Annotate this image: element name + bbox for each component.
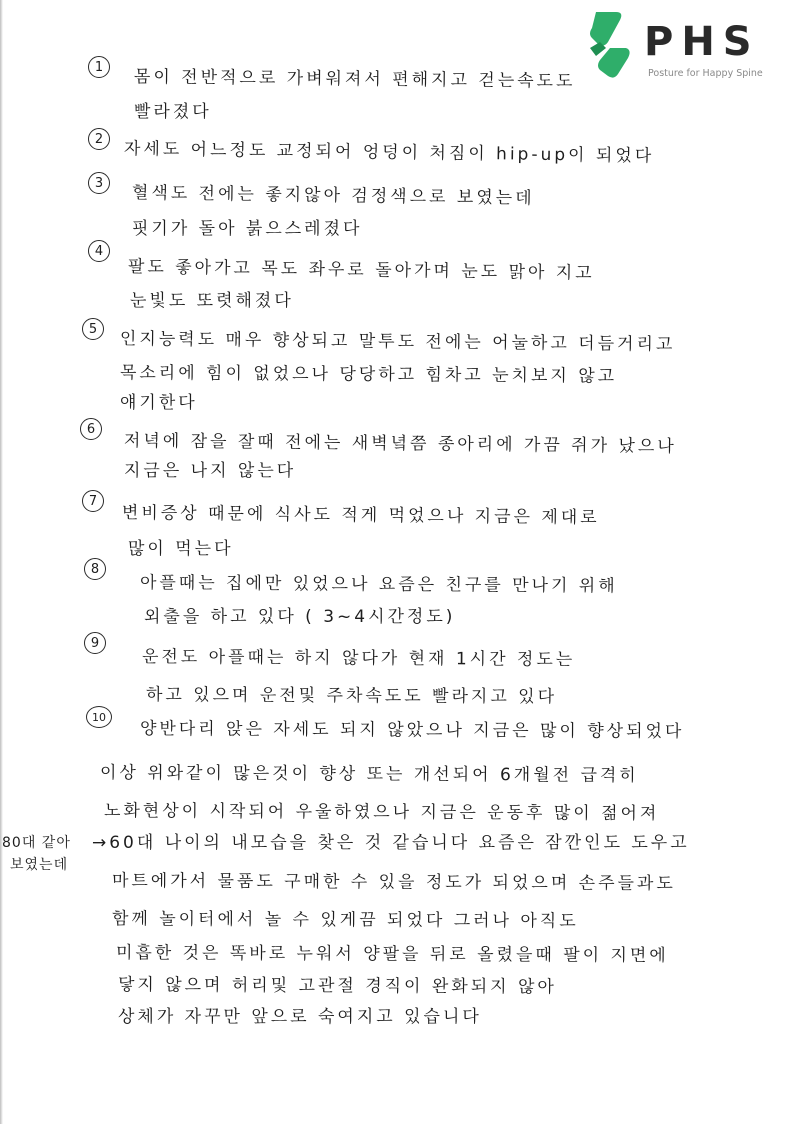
- item-6-line-1: 저녁에 잠을 잘때 전에는 새벽녘쯤 종아리에 가끔 쥐가 났으나: [123, 431, 677, 457]
- item-5-line-3: 얘기한다: [120, 393, 198, 413]
- brand-tagline: Posture for Happy Spine: [648, 68, 763, 79]
- item-4-line-2: 눈빛도 또렷해졌다: [130, 291, 294, 311]
- item-3-line-2: 핏기가 돌아 붉으스레졌다: [132, 219, 363, 239]
- item-number-5: 5: [82, 318, 104, 340]
- item-10-line-1: 양반다리 앉은 자세도 되지 않았으나 지금은 많이 향상되었다: [139, 719, 685, 742]
- item-5-line-1: 인지능력도 매우 향상되고 말투도 전에는 어눌하고 더듬거리고: [119, 329, 676, 355]
- item-number-4: 4: [88, 240, 110, 262]
- summary-line-2: 노화현상이 시작되어 우울하였으나 지금은 운동후 많이 젊어져: [103, 801, 660, 824]
- phs-logo: [586, 8, 786, 88]
- item-6-line-2: 지금은 나지 않는다: [124, 461, 297, 481]
- item-2-line-1: 자세도 어느정도 교정되어 엉덩이 처짐이 hip-up이 되었다: [123, 139, 655, 167]
- item-1-line-2: 빨라졌다: [134, 102, 212, 122]
- item-number-1: 1: [88, 56, 110, 78]
- summary-line-7: 닿지 않으며 허리및 고관절 경직이 완화되지 않아: [117, 975, 557, 998]
- item-8-line-2: 외출을 하고 있다 ( 3~4시간정도): [144, 607, 456, 627]
- summary-line-4: 마트에가서 물품도 구매한 수 있을 정도가 되었으며 손주들과도: [111, 871, 676, 894]
- item-1-line-1: 몸이 전반적으로 가벼워져서 편해지고 걷는속도도: [133, 67, 576, 92]
- brand-name: PHS: [644, 19, 760, 65]
- margin-note-line-2: 보였는데: [10, 857, 69, 873]
- item-number-7: 7: [82, 490, 104, 512]
- item-7-line-1: 변비증상 때문에 식사도 적게 먹었으나 지금은 제대로: [121, 503, 600, 529]
- item-number-9: 9: [84, 632, 106, 654]
- item-number-3: 3: [88, 172, 110, 194]
- item-number-8: 8: [84, 558, 106, 580]
- item-number-6: 6: [80, 418, 102, 440]
- summary-line-8: 상체가 자꾸만 앞으로 숙여지고 있습니다: [118, 1007, 482, 1027]
- summary-line-3: →60대 나이의 내모습을 찾은 것 같습니다 요즘은 잠깐인도 도우고: [92, 833, 690, 853]
- summary-line-6: 미흡한 것은 똑바로 누워서 양팔을 뒤로 올렸을때 팔이 지면에: [115, 943, 669, 966]
- item-8-line-1: 아플때는 집에만 있었으나 요즘은 친구를 만나기 위해: [139, 573, 618, 597]
- page-edge: [0, 0, 3, 1124]
- margin-note-line-1: 80대 같아: [2, 835, 71, 851]
- item-9-line-1: 운전도 아플때는 하지 않다가 현재 1시간 정도는: [141, 647, 576, 671]
- item-5-line-2: 목소리에 힘이 없었으나 당당하고 힘차고 눈치보지 않고: [119, 363, 618, 387]
- item-7-line-2: 많이 먹는다: [128, 539, 234, 559]
- item-3-line-1: 혈색도 전에는 좋지않아 검정색으로 보였는데: [131, 183, 535, 209]
- phs-logo-mark-icon: [586, 8, 632, 80]
- summary-line-5: 함께 놀이터에서 놀 수 있게끔 되었다 그러나 아직도: [111, 909, 579, 932]
- item-9-line-2: 하고 있으며 운전및 주차속도도 빨라지고 있다: [145, 685, 558, 708]
- item-number-2: 2: [88, 128, 110, 150]
- item-4-line-1: 팔도 좋아가고 목도 좌우로 돌아가며 눈도 맑아 지고: [127, 257, 595, 284]
- summary-line-1: 이상 위와같이 많은것이 향상 또는 개선되어 6개월전 급격히: [99, 763, 639, 786]
- item-number-10: 10: [86, 706, 112, 728]
